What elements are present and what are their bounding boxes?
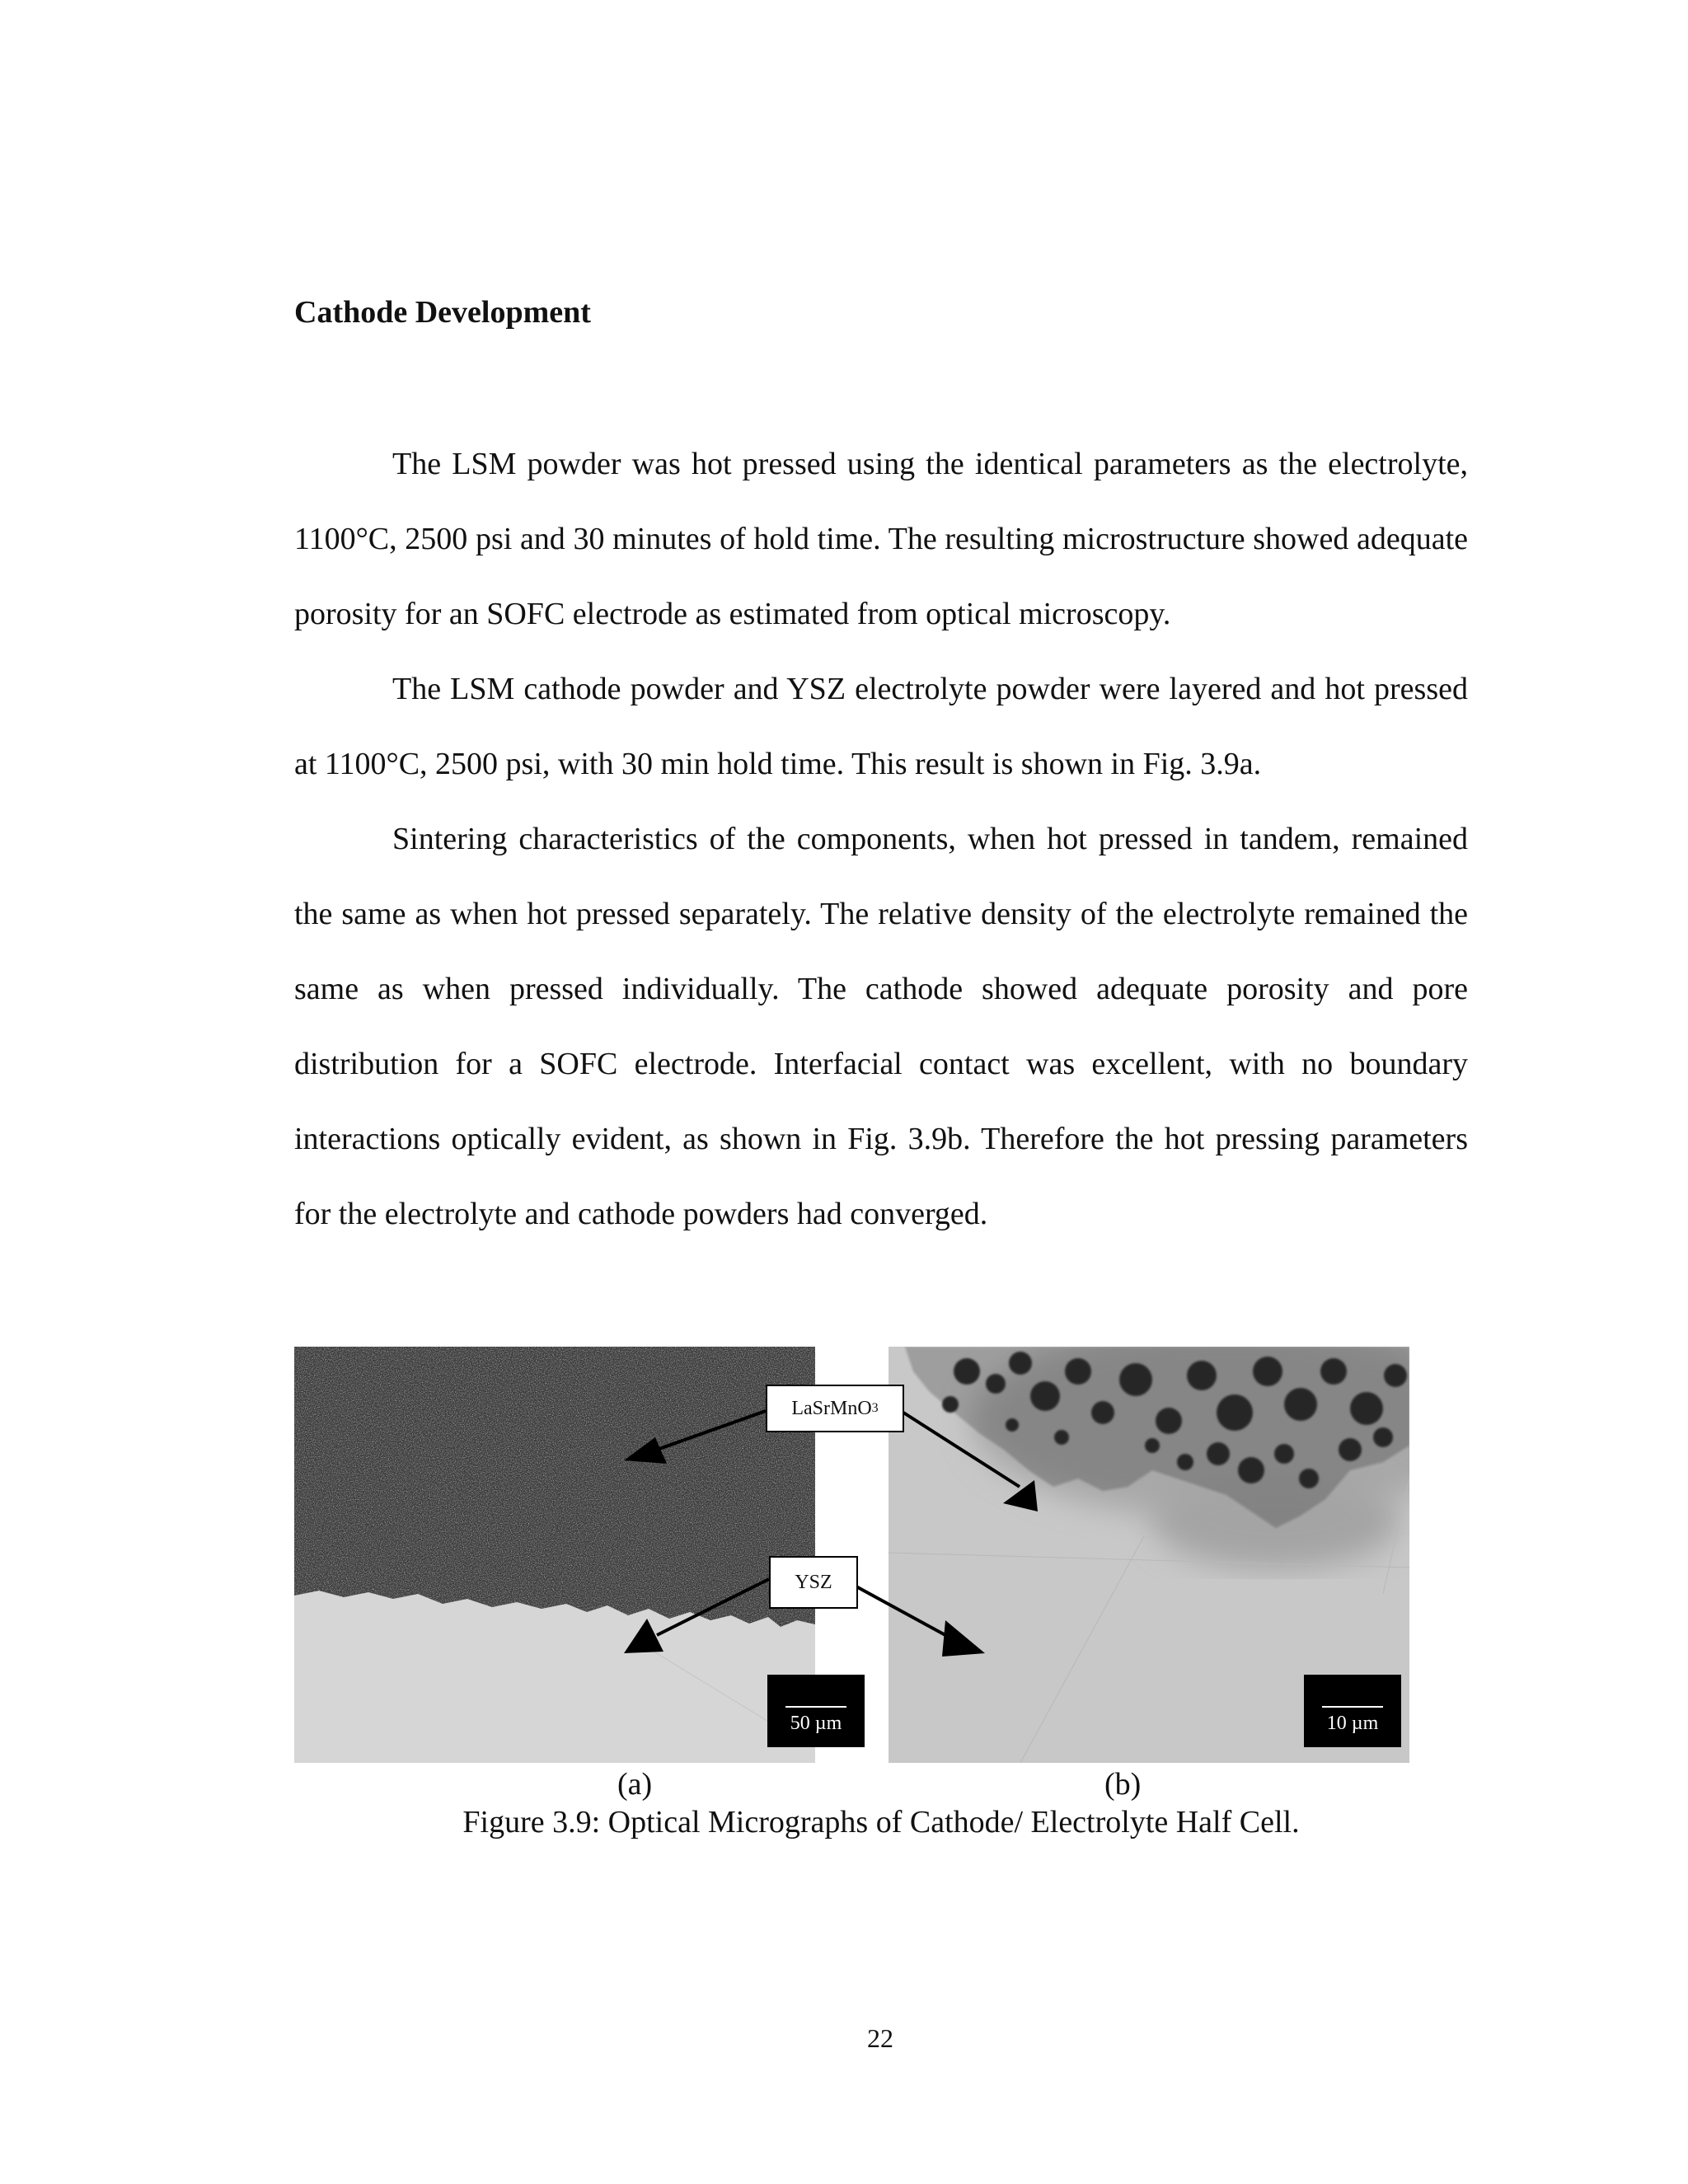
panel-label-a: (a) [617,1767,653,1802]
scale-bar-b-line [1322,1706,1383,1708]
scale-bar-a-line [785,1706,846,1708]
panel-label-b: (b) [1104,1767,1142,1802]
figure-micrographs [294,1347,1411,1763]
paragraph-sintering-characteristics: Sintering characteristics of the components, when hot pressed in tandem, remained the same as when hot pressed separately. The relative density of the electrolyte remained the same as when pressed individually. The cathode showed adequate porosity and pore distribution for a SOFC electrode. Interfacial contact was excellent, with no boundary interactions optically evident, as shown in Fig. 3.9b. Therefore the hot pressing parameters for the electrolyte and cathode powders had converged. [294,822,1468,1231]
label-lasrmno3 [766,1385,904,1432]
label-lasrmno3-text: LaSrMnO [791,1398,872,1419]
paragraph-hot-pressing-lsm: The LSM powder was hot pressed using the identical parameters as the electrolyte, 1100°C, 2500 psi and 30 minutes of hold time. The resulting microstructure showed adequate porosity for an SOFC electrode as estimated from optical microscopy. [294,447,1468,631]
scale-bar-b-text: 10 µm [1326,1713,1379,1734]
label-ysz: YSZ [769,1556,858,1609]
page-number: 22 [867,2023,893,2053]
scale-bar-a [767,1675,865,1747]
scale-bar-b [1304,1675,1401,1747]
micrograph-a-image [294,1347,815,1763]
section-heading: Cathode Development [294,295,591,330]
figure-caption: Figure 3.9: Optical Micrographs of Cathode/ Electrolyte Half Cell. [462,1805,1300,1840]
scale-bar-a-text: 50 µm [790,1713,842,1734]
label-lasrmno3-subscript: 3 [871,1401,879,1415]
paragraph-layered-pressing: The LSM cathode powder and YSZ electrolyte powder were layered and hot pressed at 1100°C, 2500 psi, with 30 min hold time. This result is shown in Fig. 3.9a. [294,672,1468,781]
